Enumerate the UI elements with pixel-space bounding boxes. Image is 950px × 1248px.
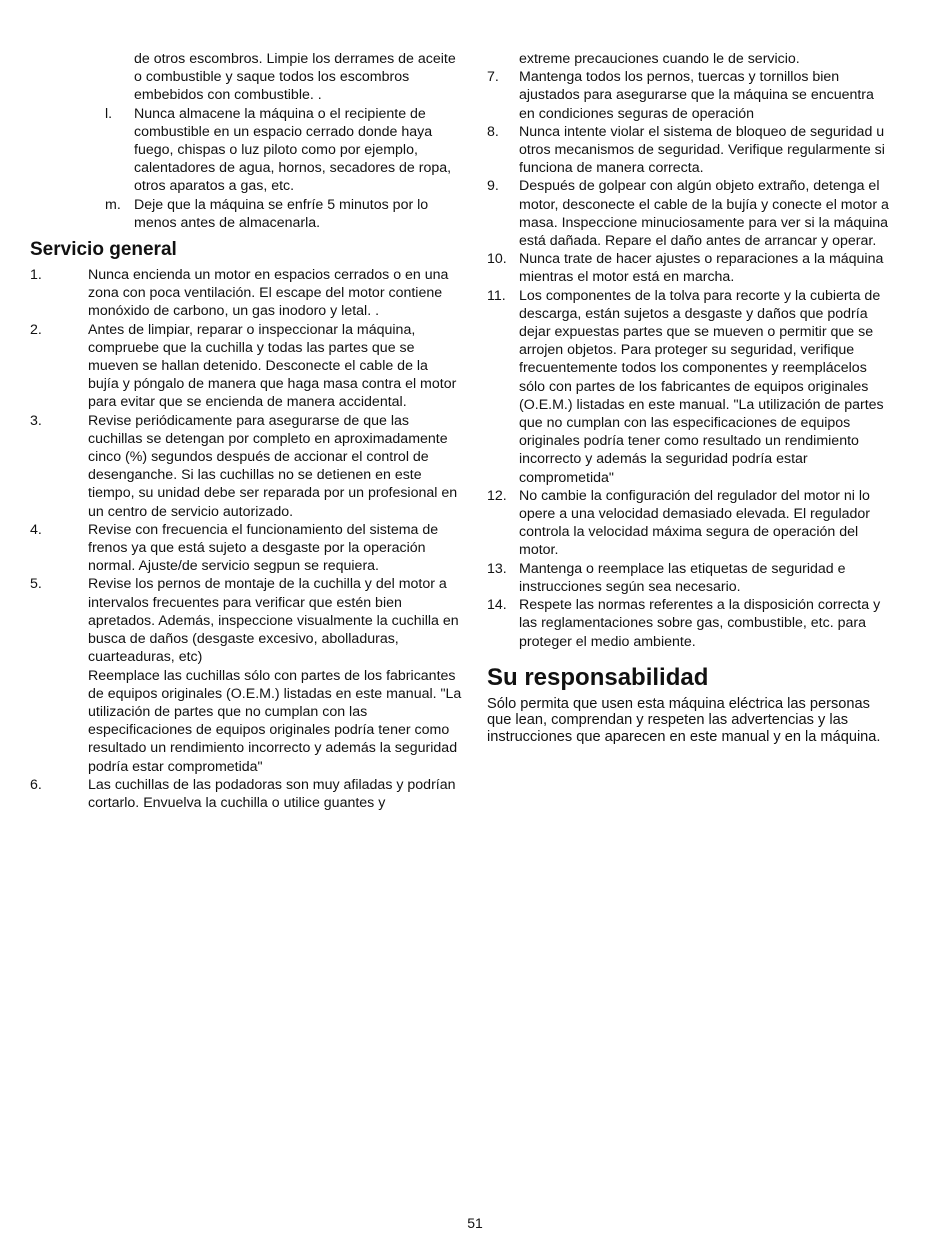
list-item-text: Nunca intente violar el sistema de bloqueo de seguridad u otros mecanismos de seguridad. Verifique regularmente si funciona de manera correcta. <box>519 123 885 177</box>
list-item-text: Nunca almacene la máquina o el recipiente de combustible en un espacio cerrado donde haya fuego, chispas o luz piloto como por ejemplo, calentadores de agua, hornos, secadores de ropa, otros aparatos a gas, etc. <box>134 105 452 195</box>
section-heading-su-responsabilidad: Su responsabilidad <box>487 663 709 691</box>
list-marker: 11. <box>487 287 506 304</box>
list-item <box>30 776 462 812</box>
list-marker: m. <box>105 196 121 213</box>
list-item-text: Mantenga todos los pernos, tuercas y tornillos bien ajustados para asegurarse que la máquina se encuentra en condiciones seguras de operación <box>519 69 874 122</box>
list-marker: 3. <box>30 412 42 429</box>
list-item-text: Los componentes de la tolva para recorte y la cubierta de descarga, están sujetos a desgaste y daños que podría dejar expuestas partes que se mueven o permitir que se arrojen objetos. Para proteger su seguridad, verifique frecuentemente todos los componentes y reemplácelos sólo con partes de los fabricantes de equipos originales (O.E.M.) listadas en este manual. "La utilización de partes que no cumplan con las especificaciones de equipos originales podría tener como resultado un rendimiento incorrecto y además la seguridad podría estar comprometida" <box>519 287 884 486</box>
list-item <box>487 596 892 651</box>
list-item <box>30 196 462 232</box>
list-item-text: Nunca encienda un motor en espacios cerrados o en una zona con poca ventilación. El escape del motor contiene monóxido de carbono, un gas inodoro y letal. . <box>88 267 449 320</box>
list-marker: 5. <box>30 576 42 593</box>
sub-item-list <box>30 105 462 232</box>
list-item <box>487 287 892 487</box>
list-item <box>30 575 462 666</box>
list-marker: 4. <box>30 521 42 538</box>
list-item-text: Revise los pernos de montaje de la cuchilla y del motor a intervalos frecuentes para verificar que estén bien apretados. Además, inspeccione visualmente la cuchilla en busca de daños (desgaste excesivo, abolladuras, cuarteaduras, etc) <box>88 576 459 666</box>
list-item <box>30 521 462 576</box>
list-item <box>30 266 462 321</box>
right-column <box>487 50 892 745</box>
list-marker: 13. <box>487 560 507 577</box>
list-item <box>487 250 892 286</box>
list-marker: 9. <box>487 178 499 195</box>
list-item-text: No cambie la configuración del regulador del motor ni lo opere a una velocidad demasiado elevada. El regulador controla la velocidad máxima segura de operación del motor. <box>519 487 870 559</box>
list-item <box>487 560 892 596</box>
right-continuation: extreme precauciones cuando le de servicio. <box>519 51 800 67</box>
list-marker: 12. <box>487 487 507 504</box>
list-marker: 6. <box>30 776 42 793</box>
list-item-text: Después de golpear con algún objeto extraño, detenga el motor, desconecte el cable de la bujía y conecte el motor a masa. Inspeccione minuciosamente para ver si la máquina está dañada. Repare el daño antes de arrancar y operar. <box>519 178 889 250</box>
list-item <box>487 123 892 178</box>
list-marker: 1. <box>30 267 42 284</box>
list-item-text: Revise con frecuencia el funcionamiento del sistema de frenos ya que está sujeto a desgaste por la operación normal. Ajuste/de servicio segpun se requiera. <box>88 521 439 575</box>
list-item <box>487 177 892 250</box>
list-item <box>30 105 462 196</box>
list-item <box>30 321 462 412</box>
list-item-continuation <box>30 667 462 776</box>
list-item <box>487 487 892 560</box>
list-item-text: Nunca trate de hacer ajustes o reparaciones a la máquina mientras el motor está en marcha. <box>519 251 884 286</box>
numbered-list <box>30 266 462 812</box>
list-item-text: Reemplace las cuchillas sólo con partes de los fabricantes de equipos originales (O.E.M.) listadas en este manual. "La utilización de partes que no cumplan con las especificaciones de equipos originales podría tener como resultado un rendimiento incorrecto y además la seguridad podría estar comprometida" <box>88 667 462 775</box>
numbered-list <box>487 68 892 651</box>
list-marker: 2. <box>30 321 42 338</box>
list-marker: 7. <box>487 69 499 86</box>
section-heading-servicio-general: Servicio general <box>30 239 177 261</box>
list-marker: 8. <box>487 123 499 140</box>
left-column <box>30 50 462 812</box>
list-item-text: Antes de limpiar, reparar o inspeccionar la máquina, compruebe que la cuchilla y todas las partes que se mueven se hallan detenido. Desconecte el cable de la bujía y póngalo de manera que haga masa contra el motor para evitar que se encienda de manera accidental. <box>88 321 457 411</box>
list-item-text: Las cuchillas de las podadoras son muy afiladas y podrían cortarlo. Envuelva la cuchilla o utilice guantes y <box>88 776 456 811</box>
list-item-text: Revise periódicamente para asegurarse de que las cuchillas se detengan por completo en aproximadamente cinco (%) segundos después de accionar el control de desenganche. Si las cuchillas no se detienen en este tiempo, su unidad debe ser reparada por un profesional en un centro de servicio autorizado. <box>88 412 458 520</box>
intro-continuation: de otros escombros. Limpie los derrames de aceite o combustible y saque todos los escombros embebidos con combustible. . <box>134 51 456 104</box>
responsibility-paragraph: Sólo permita que usen esta máquina eléctrica las personas que lean, comprendan y respeten las advertencias y las instrucciones que aparecen en este manual y en la máquina. <box>487 695 881 745</box>
page-number: 51 <box>467 1215 483 1231</box>
list-item-text: Mantenga o reemplace las etiquetas de seguridad e instrucciones según sea necesario. <box>519 560 846 595</box>
list-marker: l. <box>105 105 113 122</box>
list-marker: 10. <box>487 251 507 268</box>
list-marker: 14. <box>487 597 507 614</box>
list-item-text: Deje que la máquina se enfríe 5 minutos por lo menos antes de almacenarla. <box>134 196 429 231</box>
list-item-text: Respete las normas referentes a la disposición correcta y las reglamentaciones sobre gas, combustible, etc. para proteger el medio ambiente. <box>519 597 881 650</box>
list-item <box>487 68 892 123</box>
list-item <box>30 412 462 521</box>
